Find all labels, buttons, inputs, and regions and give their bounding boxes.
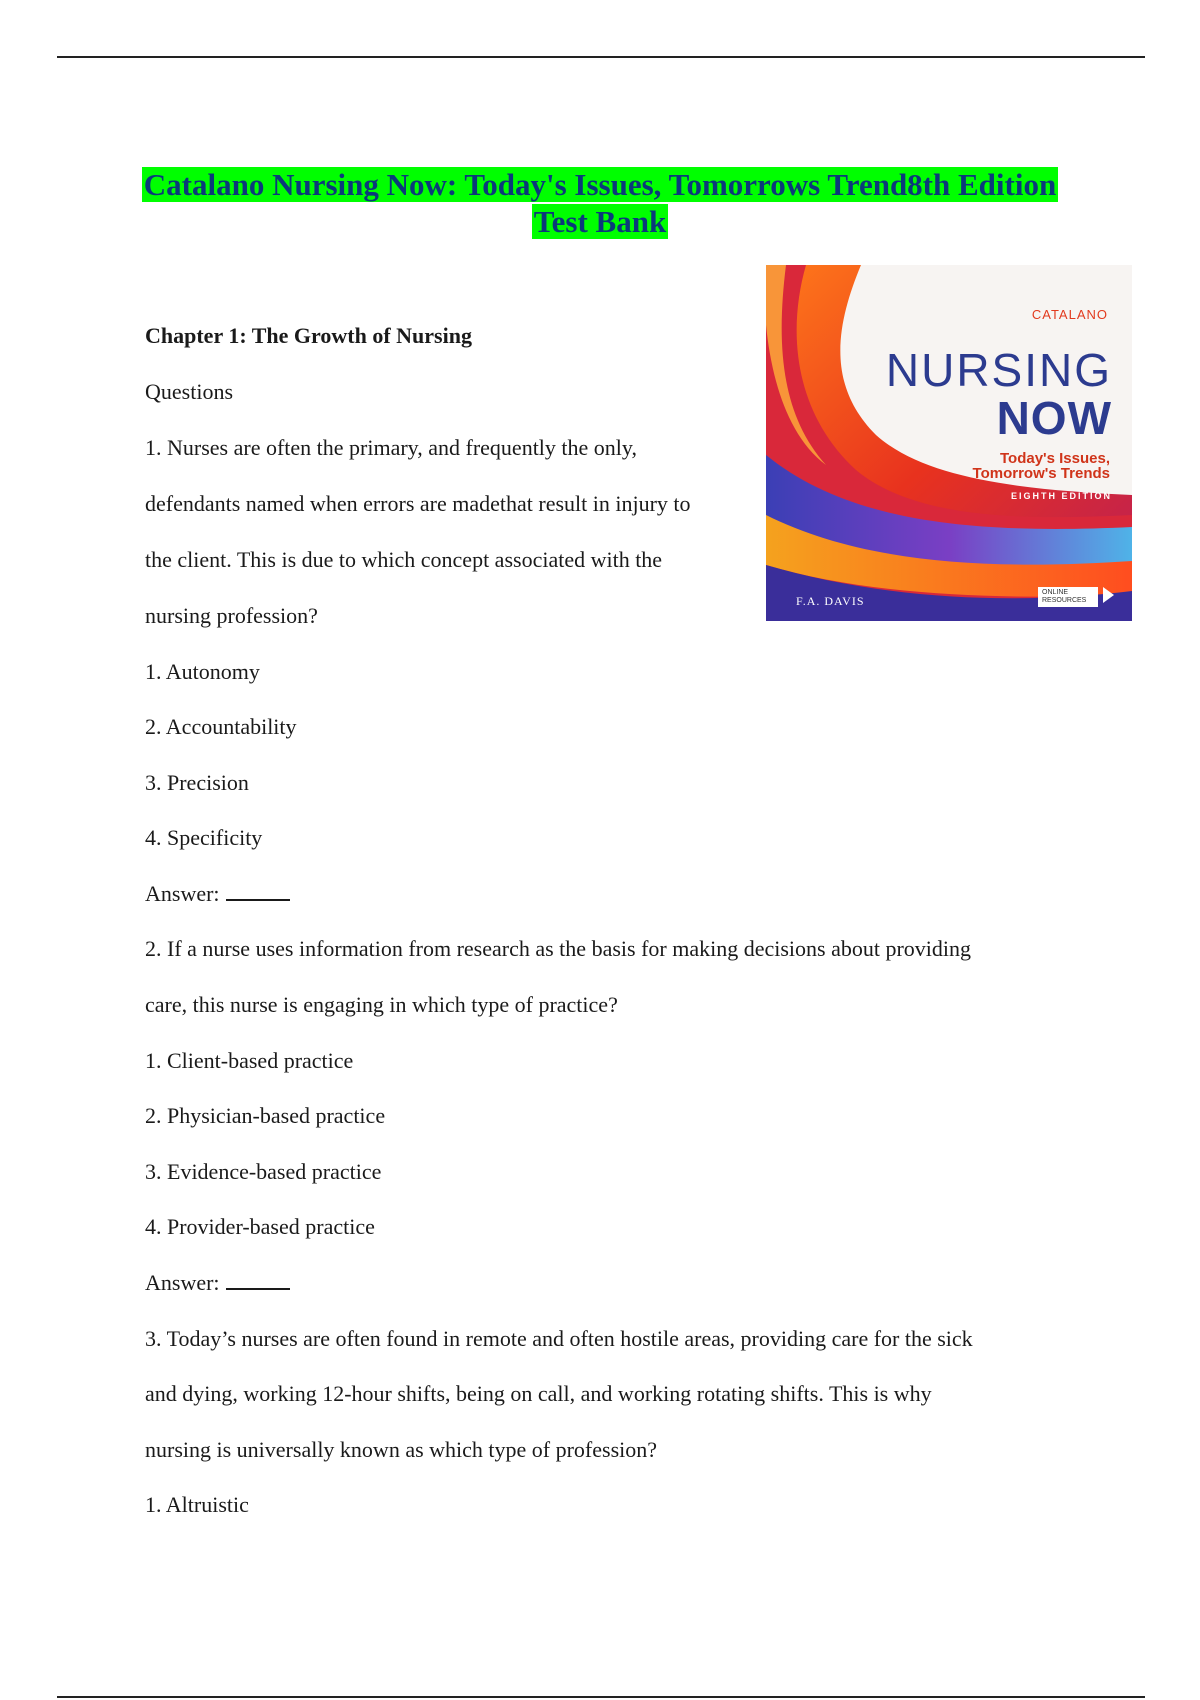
question-2-line: 2. If a nurse uses information from research as the basis for making decisions about providing — [145, 936, 972, 961]
question-1-line: defendants named when errors are madethat result in injury to — [145, 491, 691, 516]
document-title — [60, 166, 1140, 240]
question-1-line: the client. This is due to which concept associated with the — [145, 547, 663, 572]
book-cover-image — [766, 265, 1132, 621]
answer-blank — [226, 881, 290, 901]
answer-blank — [226, 1270, 290, 1290]
cover-title-word-1: NURSING — [885, 344, 1112, 396]
top-rule — [57, 56, 1145, 58]
question-1-line: 1. Nurses are often the primary, and frequently the only, — [145, 435, 637, 460]
answer-row-1 — [145, 880, 290, 908]
title-line-1: Catalano Nursing Now: Today's Issues, Tomorrows Trend8th Edition — [143, 167, 1057, 202]
cover-edition: EIGHTH EDITION — [1010, 491, 1112, 501]
question-1-option: 3. Precision — [145, 770, 249, 795]
answer-row-2 — [145, 1269, 290, 1297]
cover-subtitle-line-2: Tomorrow's Trends — [972, 465, 1110, 482]
answer-label: Answer: — [145, 881, 220, 906]
question-2-option: 1. Client-based practice — [145, 1048, 354, 1073]
question-2-option: 3. Evidence-based practice — [145, 1159, 382, 1184]
question-3-line: 3. Today’s nurses are often found in remote and often hostile areas, providing care for the sick — [145, 1326, 973, 1351]
question-1-option: 2. Accountability — [145, 714, 297, 739]
question-1-line: nursing profession? — [145, 603, 318, 628]
cover-subtitle-line-1: Today's Issues, — [999, 450, 1110, 467]
title-line-2: Test Bank — [533, 204, 667, 239]
answer-label: Answer: — [145, 1270, 220, 1295]
play-icon — [1103, 587, 1114, 603]
question-1-option: 4. Specificity — [145, 825, 263, 850]
cover-subtitle — [973, 451, 1110, 481]
question-2-option: 4. Provider-based practice — [145, 1214, 375, 1239]
question-2-line: care, this nurse is engaging in which type of practice? — [145, 992, 618, 1017]
cover-online-badge: ONLINE RESOURCES — [1038, 587, 1098, 607]
section-label: Questions — [145, 379, 233, 404]
question-1-option: 1. Autonomy — [145, 659, 260, 684]
cover-author: CATALANO — [1031, 307, 1108, 322]
question-3-option: 1. Altruistic — [145, 1492, 249, 1517]
cover-publisher: F.A. DAVIS — [796, 594, 865, 608]
question-2-option: 2. Physician-based practice — [145, 1103, 386, 1128]
question-3-line: nursing is universally known as which type of profession? — [145, 1437, 658, 1462]
question-3-line: and dying, working 12-hour shifts, being on call, and working rotating shifts. This is why — [145, 1381, 932, 1406]
chapter-heading: Chapter 1: The Growth of Nursing — [145, 323, 472, 348]
cover-title-word-2: NOW — [996, 392, 1112, 444]
bottom-rule — [57, 1696, 1145, 1698]
